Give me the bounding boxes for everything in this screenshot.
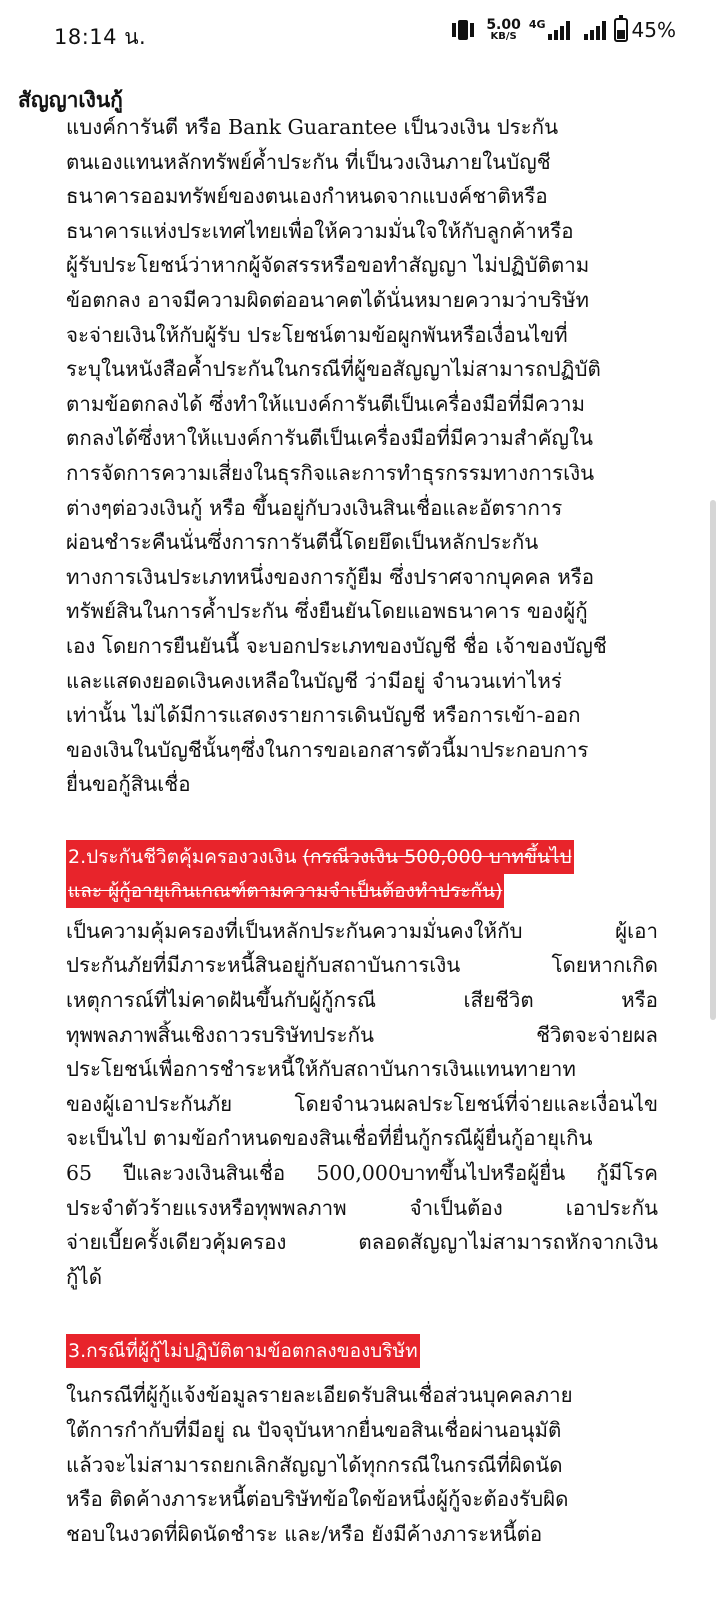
text-line: ในกรณีที่ผู้กู้แจ้งข้อมูลรายละเอียดรับสินเชื่อส่วนบุคคลภาย (66, 1383, 573, 1408)
text-line (66, 1225, 658, 1260)
section2-paragraph (66, 914, 658, 1295)
text-segment: ประโยชน์เพื่อการชำระหนี้ให้กับสถาบันการเงินแทนทายาท (66, 1057, 576, 1082)
text-line: ตามข้อตกลงได้ ซึ่งทำให้แบงค์การันตีเป็นเครื่องมือที่มีความ (66, 391, 585, 416)
section1-paragraph (66, 110, 658, 802)
text-segment: กู้มีโรค (596, 1161, 658, 1186)
text-line: ผู้รับประโยชน์ว่าหากผู้จัดสรรหรือขอทำสัญญา ไม่ปฏิบัติตาม (66, 253, 590, 278)
section3-heading (66, 1334, 658, 1368)
network-speed (486, 18, 521, 42)
text-line: ชอบในงวดที่ผิดนัดชำระ และ/หรือ ยังมีค้างภาระหนี้ต่อ (66, 1521, 543, 1546)
text-segment: โดยจำนวนผลประโยชน์ที่จ่ายและเงื่อนไข (294, 1091, 658, 1116)
status-icons (452, 18, 676, 42)
text-segment: ผู้เอา (615, 918, 658, 943)
text-line: ข้อตกลง อาจมีความผิดต่ออนาคตได้นั่นหมายความว่าบริษัท (66, 287, 590, 312)
text-segment: โดยหากเกิด (551, 953, 658, 978)
text-segment: เอาประกัน (565, 1195, 658, 1220)
page-title: สัญญาเงินกู้ (18, 88, 123, 112)
contract-content[interactable] (66, 115, 658, 1612)
text-segment: ทุพพลภาพสิ้นเชิงถาวรบริษัทประกัน (66, 1022, 375, 1047)
text-line (66, 1121, 658, 1156)
text-line: ธนาคารแห่งประเทศไทยเพื่อให้ความมั่นใจให้กับลูกค้าหรือ (66, 218, 574, 243)
section2-heading (66, 840, 658, 908)
text-segment: ชีวิตจะจ่ายผล (536, 1022, 658, 1047)
signal-icon-sim2 (584, 20, 606, 40)
battery (614, 18, 676, 42)
text-line: เท่านั้น ไม่ได้มีการแสดงรายการเดินบัญชี หรือการเข้า-ออก (66, 703, 581, 728)
text-line (66, 1156, 658, 1191)
section3-heading-title: 3.กรณีที่ผู้กู้ไม่ปฏิบัติตามข้อตกลงของบริษัท (66, 1334, 420, 1368)
text-segment: ประกันภัยที่มีภาระหนี้สินอยู่กับสถาบันการเงิน (66, 953, 461, 978)
text-segment: จะเป็นไป ตามข้อกำหนดของสินเชื่อที่ยื่นกู้กรณีผู้ยื่นกู้อายุเกิน (66, 1126, 593, 1151)
text-segment: จำเป็นต้อง (409, 1195, 503, 1220)
text-line: ระบุในหนังสือค้ำประกันในกรณีที่ผู้ขอสัญญาไม่สามารถปฏิบัติ (66, 357, 601, 382)
text-segment: ประจำตัวร้ายแรงหรือทุพพลภาพ (66, 1195, 347, 1220)
section3-paragraph (66, 1378, 658, 1551)
section2-heading-title: 2.ประกันชีวิตคุ้มครองวงเงิน (68, 845, 297, 868)
signal-icon (548, 20, 570, 40)
text-line: ยื่นขอกู้สินเชื่อ (66, 772, 191, 797)
network-speed-unit: KB/S (490, 31, 517, 42)
text-line: เอง โดยการยืนยันนี้ จะบอกประเภทของบัญชี ชื่อ เจ้าของบัญชี (66, 633, 607, 658)
text-segment: 500,000บาทขึ้นไปหรือผู้ยื่น (316, 1161, 566, 1186)
text-segment: เหตุการณ์ที่ไม่คาดฝันขึ้นกับผู้กู้กรณี (66, 988, 377, 1013)
status-time: 18:14 น. (54, 25, 147, 49)
text-line: ธนาคารออมทรัพย์ของตนเองกำหนดจากแบงค์ชาติหรือ (66, 184, 548, 209)
text-line: ต่างๆต่อวงเงินกู้ หรือ ขึ้นอยู่กับวงเงินสินเชื่อและอัตราการ (66, 495, 563, 520)
scrollbar[interactable] (710, 500, 716, 1020)
section2-heading-note1: (กรณีวงเงิน 500,000 บาทขึ้นไป (302, 845, 572, 868)
text-line (66, 1018, 658, 1053)
text-line (66, 983, 658, 1018)
text-line: จะจ่ายเงินให้กับผู้รับ ประโยชน์ตามข้อผูกพันหรือเงื่อนไขที่ (66, 322, 568, 347)
network-type-label: 4G (528, 18, 546, 31)
section2-heading-line1 (66, 840, 574, 874)
text-line: ตนเองแทนหลักทรัพย์ค้ำประกัน ที่เป็นวงเงินภายในบัญชี (66, 149, 551, 174)
text-line: หรือ ติดค้างภาระหนี้ต่อบริษัทข้อใดข้อหนึ่งผู้กู้จะต้องรับผิด (66, 1487, 569, 1512)
text-line: และแสดงยอดเงินคงเหลือในบัญชี ว่ามีอยู่ จำนวนเท่าไหร่ (66, 668, 562, 693)
network-speed-value: 5.00 (486, 17, 521, 33)
text-line (66, 914, 658, 949)
battery-percent: 45% (631, 18, 676, 42)
text-line (66, 1087, 658, 1122)
text-line: ทางการเงินประเภทหนึ่งของการกู้ยืม ซึ่งปราศจากบุคคล หรือ (66, 564, 595, 589)
text-line (66, 948, 658, 983)
text-line (66, 1052, 658, 1087)
text-segment: หรือ (621, 988, 658, 1013)
text-segment: ของผู้เอาประกันภัย (66, 1091, 233, 1116)
text-line: แล้วจะไม่สามารถยกเลิกสัญญาได้ทุกกรณีในกรณีที่ผิดนัด (66, 1452, 563, 1477)
text-line: ตกลงได้ซึ่งหาให้แบงค์การันตีเป็นเครื่องมือที่มีความสำคัญใน (66, 426, 594, 451)
status-bar (0, 0, 720, 66)
text-line: การจัดการความเสี่ยงในธุรกิจและการทำธุรกรรมทางการเงิน (66, 460, 595, 485)
text-line: ของเงินในบัญชีนั้นๆซึ่งในการขอเอกสารตัวนี้มาประกอบการ (66, 737, 589, 762)
text-segment: กู้ได้ (66, 1264, 103, 1289)
section2-heading-note2: และ ผู้กู้อายุเกินเกณฑ์ตามความจำเป็นต้องทำประกัน) (66, 874, 504, 908)
vibrate-icon (452, 18, 474, 42)
text-segment: ตลอดสัญญาไม่สามารถหักจากเงิน (358, 1230, 658, 1255)
text-line: ทรัพย์สินในการค้ำประกัน ซึ่งยืนยันโดยแอพธนาคาร ของผู้กู้ (66, 599, 588, 624)
text-segment: เป็นความคุ้มครองที่เป็นหลักประกันความมั่นคงให้กับ (66, 918, 523, 943)
text-segment: จ่ายเบี้ยครั้งเดียวคุ้มครอง (66, 1230, 287, 1255)
text-segment: เสียชีวิต (463, 988, 534, 1013)
text-segment: 65 (66, 1161, 93, 1186)
text-line: แบงค์การันตี หรือ Bank Guarantee เป็นวงเงิน ประกัน (66, 115, 559, 139)
text-line (66, 1191, 658, 1226)
text-line: ใต้การกำกับที่มีอยู่ ณ ปัจจุบันหากยื่นขอสินเชื่อผ่านอนุมัติ (66, 1418, 562, 1442)
text-line (66, 1260, 658, 1295)
battery-icon (614, 18, 628, 42)
text-line: ผ่อนชำระคืนนั่นซึ่งการการันตีนี้โดยยึดเป็นหลักประกัน (66, 530, 539, 555)
text-segment: ปีและวงเงินสินเชื่อ (123, 1161, 286, 1186)
